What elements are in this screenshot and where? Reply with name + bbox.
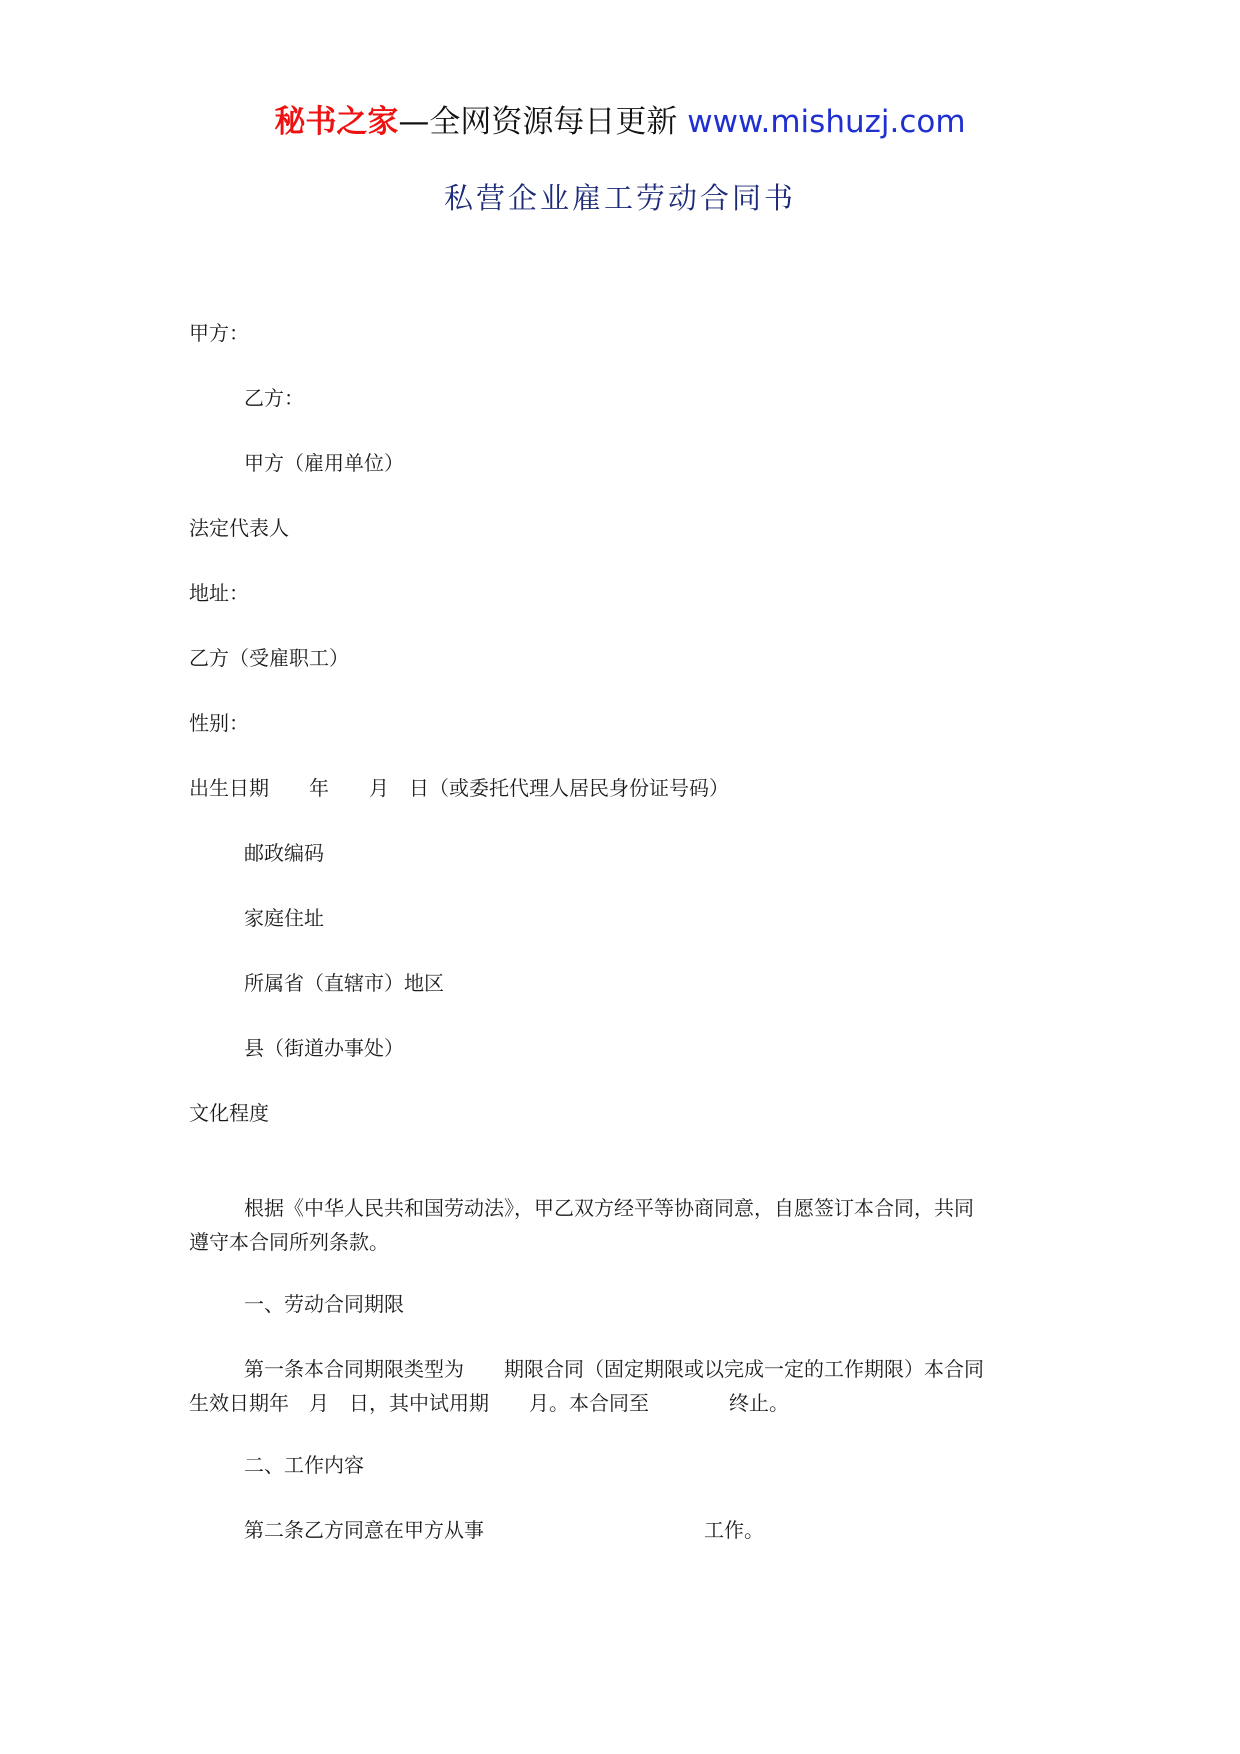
gender-line: 性别： — [189, 711, 249, 735]
party-b-line: 乙方： — [244, 386, 304, 410]
party-a-line: 甲方： — [189, 321, 249, 345]
preamble-line-1: 根据《中华人民共和国劳动法》，甲乙双方经平等协商同意，自愿签订本合同，共同 — [244, 1196, 974, 1220]
home-address-line: 家庭住址 — [244, 906, 324, 930]
preamble-paragraph — [189, 1191, 1054, 1259]
site-header — [0, 100, 1240, 144]
header-tagline: —全网资源每日更新 — [398, 104, 678, 140]
section-1-heading: 一、劳动合同期限 — [244, 1292, 404, 1316]
article-1-paragraph — [189, 1352, 1054, 1420]
employee-line: 乙方（受雇职工） — [189, 646, 349, 670]
county-line: 县（街道办事处） — [244, 1036, 404, 1060]
birth-date-line: 出生日期 年 月 日（或委托代理人居民身份证号码） — [189, 776, 729, 800]
article-2-line: 第二条乙方同意在甲方从事 工作。 — [244, 1518, 764, 1542]
postal-code-line: 邮政编码 — [244, 841, 324, 865]
province-region-line: 所属省（直辖市）地区 — [244, 971, 444, 995]
preamble-line-2: 遵守本合同所列条款。 — [189, 1230, 389, 1254]
education-line: 文化程度 — [189, 1101, 269, 1125]
legal-representative-line: 法定代表人 — [189, 516, 289, 540]
article-1-line-1: 第一条本合同期限类型为 期限合同（固定期限或以完成一定的工作期限）本合同 — [244, 1357, 984, 1381]
address-line: 地址： — [189, 581, 249, 605]
section-2-heading: 二、工作内容 — [244, 1453, 364, 1477]
site-url-link[interactable]: www.mishuzj.com — [687, 104, 966, 140]
article-1-line-2: 生效日期年 月 日，其中试用期 月。本合同至 终止。 — [189, 1391, 789, 1415]
document-title: 私营企业雇工劳动合同书 — [443, 181, 796, 215]
employer-line: 甲方（雇用单位） — [244, 451, 404, 475]
brand-name: 秘书之家 — [274, 104, 399, 140]
